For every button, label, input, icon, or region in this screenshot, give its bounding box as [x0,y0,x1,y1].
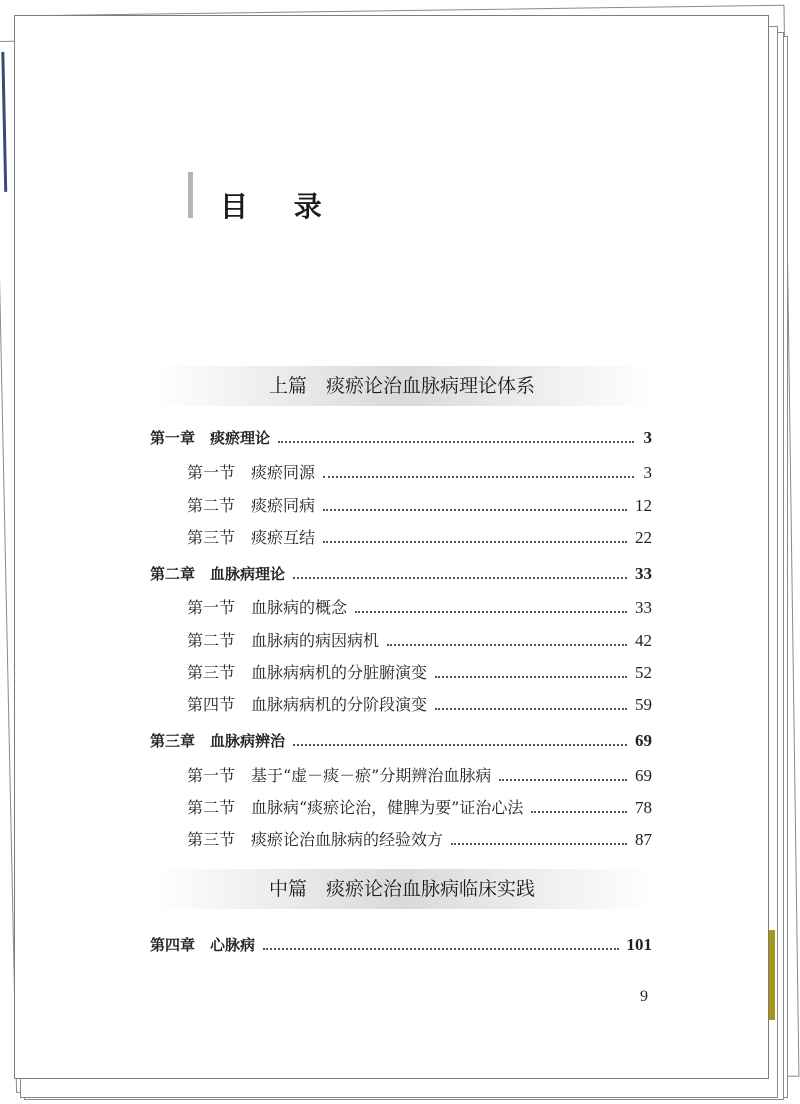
entry-label: 第二节 血脉病“痰瘀论治，健脾为要”证治心法 [187,798,524,817]
leader-dots [387,644,627,646]
entry-label: 第三节 痰瘀论治血脉病的经验效方 [187,830,444,849]
toc-section[interactable] [187,597,652,619]
entry-page: 69 [635,731,652,750]
entry-label: 第一章 痰瘀理论 [150,429,271,447]
leader-dots [435,676,627,678]
page-number: 9 [640,988,648,1005]
entry-page: 52 [635,663,652,682]
entry-page: 12 [635,496,652,515]
entry-label: 第三节 血脉病病机的分脏腑演变 [187,663,428,682]
toc-chapter[interactable] [150,934,652,956]
entry-label: 第三章 血脉病辨治 [150,732,286,750]
leader-dots [451,843,627,845]
toc-section[interactable] [187,527,652,549]
leader-dots [435,708,627,710]
leader-dots [293,577,627,579]
entry-page: 69 [635,766,652,785]
toc-section[interactable] [187,462,652,484]
entry-label: 第二节 血脉病的病因病机 [187,631,380,650]
part-banner: 上篇 痰瘀论治血脉病理论体系 [152,366,652,406]
entry-label: 第二节 痰瘀同病 [187,496,316,515]
entry-label: 第三节 痰瘀互结 [187,528,316,547]
entry-label: 第一节 血脉病的概念 [187,598,348,617]
toc-section[interactable] [187,630,652,652]
toc-chapter[interactable] [150,730,652,752]
part-banner: 中篇 痰瘀论治血脉病临床实践 [152,869,652,909]
leader-dots [531,811,627,813]
leader-dots [499,779,627,781]
cover-edge [1,52,7,192]
leader-dots [355,611,627,613]
leader-dots [263,948,618,950]
entry-page: 3 [643,428,652,447]
entry-page: 59 [635,695,652,714]
entry-page: 3 [643,463,652,482]
toc-section[interactable] [187,765,652,787]
leader-dots [323,509,627,511]
entry-page: 78 [635,798,652,817]
toc-section[interactable] [187,495,652,517]
toc-section[interactable] [187,829,652,851]
entry-label: 第四章 心脉病 [150,936,256,954]
entry-label: 第一节 痰瘀同源 [187,463,316,482]
toc-section[interactable] [187,662,652,684]
entry-page: 22 [635,528,652,547]
entry-label: 第一节 基于“虚－痰－瘀”分期辨治血脉病 [187,766,492,785]
leader-dots [323,541,627,543]
entry-page: 33 [635,598,652,617]
toc-section[interactable] [187,797,652,819]
toc-chapter[interactable] [150,563,652,585]
entry-label: 第二章 血脉病理论 [150,565,286,583]
toc-section[interactable] [187,694,652,716]
leader-dots [323,476,634,478]
entry-page: 33 [635,564,652,583]
page-title: 目 录 [220,190,340,223]
entry-page: 101 [626,935,652,954]
leader-dots [278,441,634,443]
toc-chapter[interactable] [150,427,652,449]
leader-dots [293,744,627,746]
title-accent-bar [188,172,193,218]
entry-page: 87 [635,830,652,849]
entry-label: 第四节 血脉病病机的分阶段演变 [187,695,428,714]
entry-page: 42 [635,631,652,650]
